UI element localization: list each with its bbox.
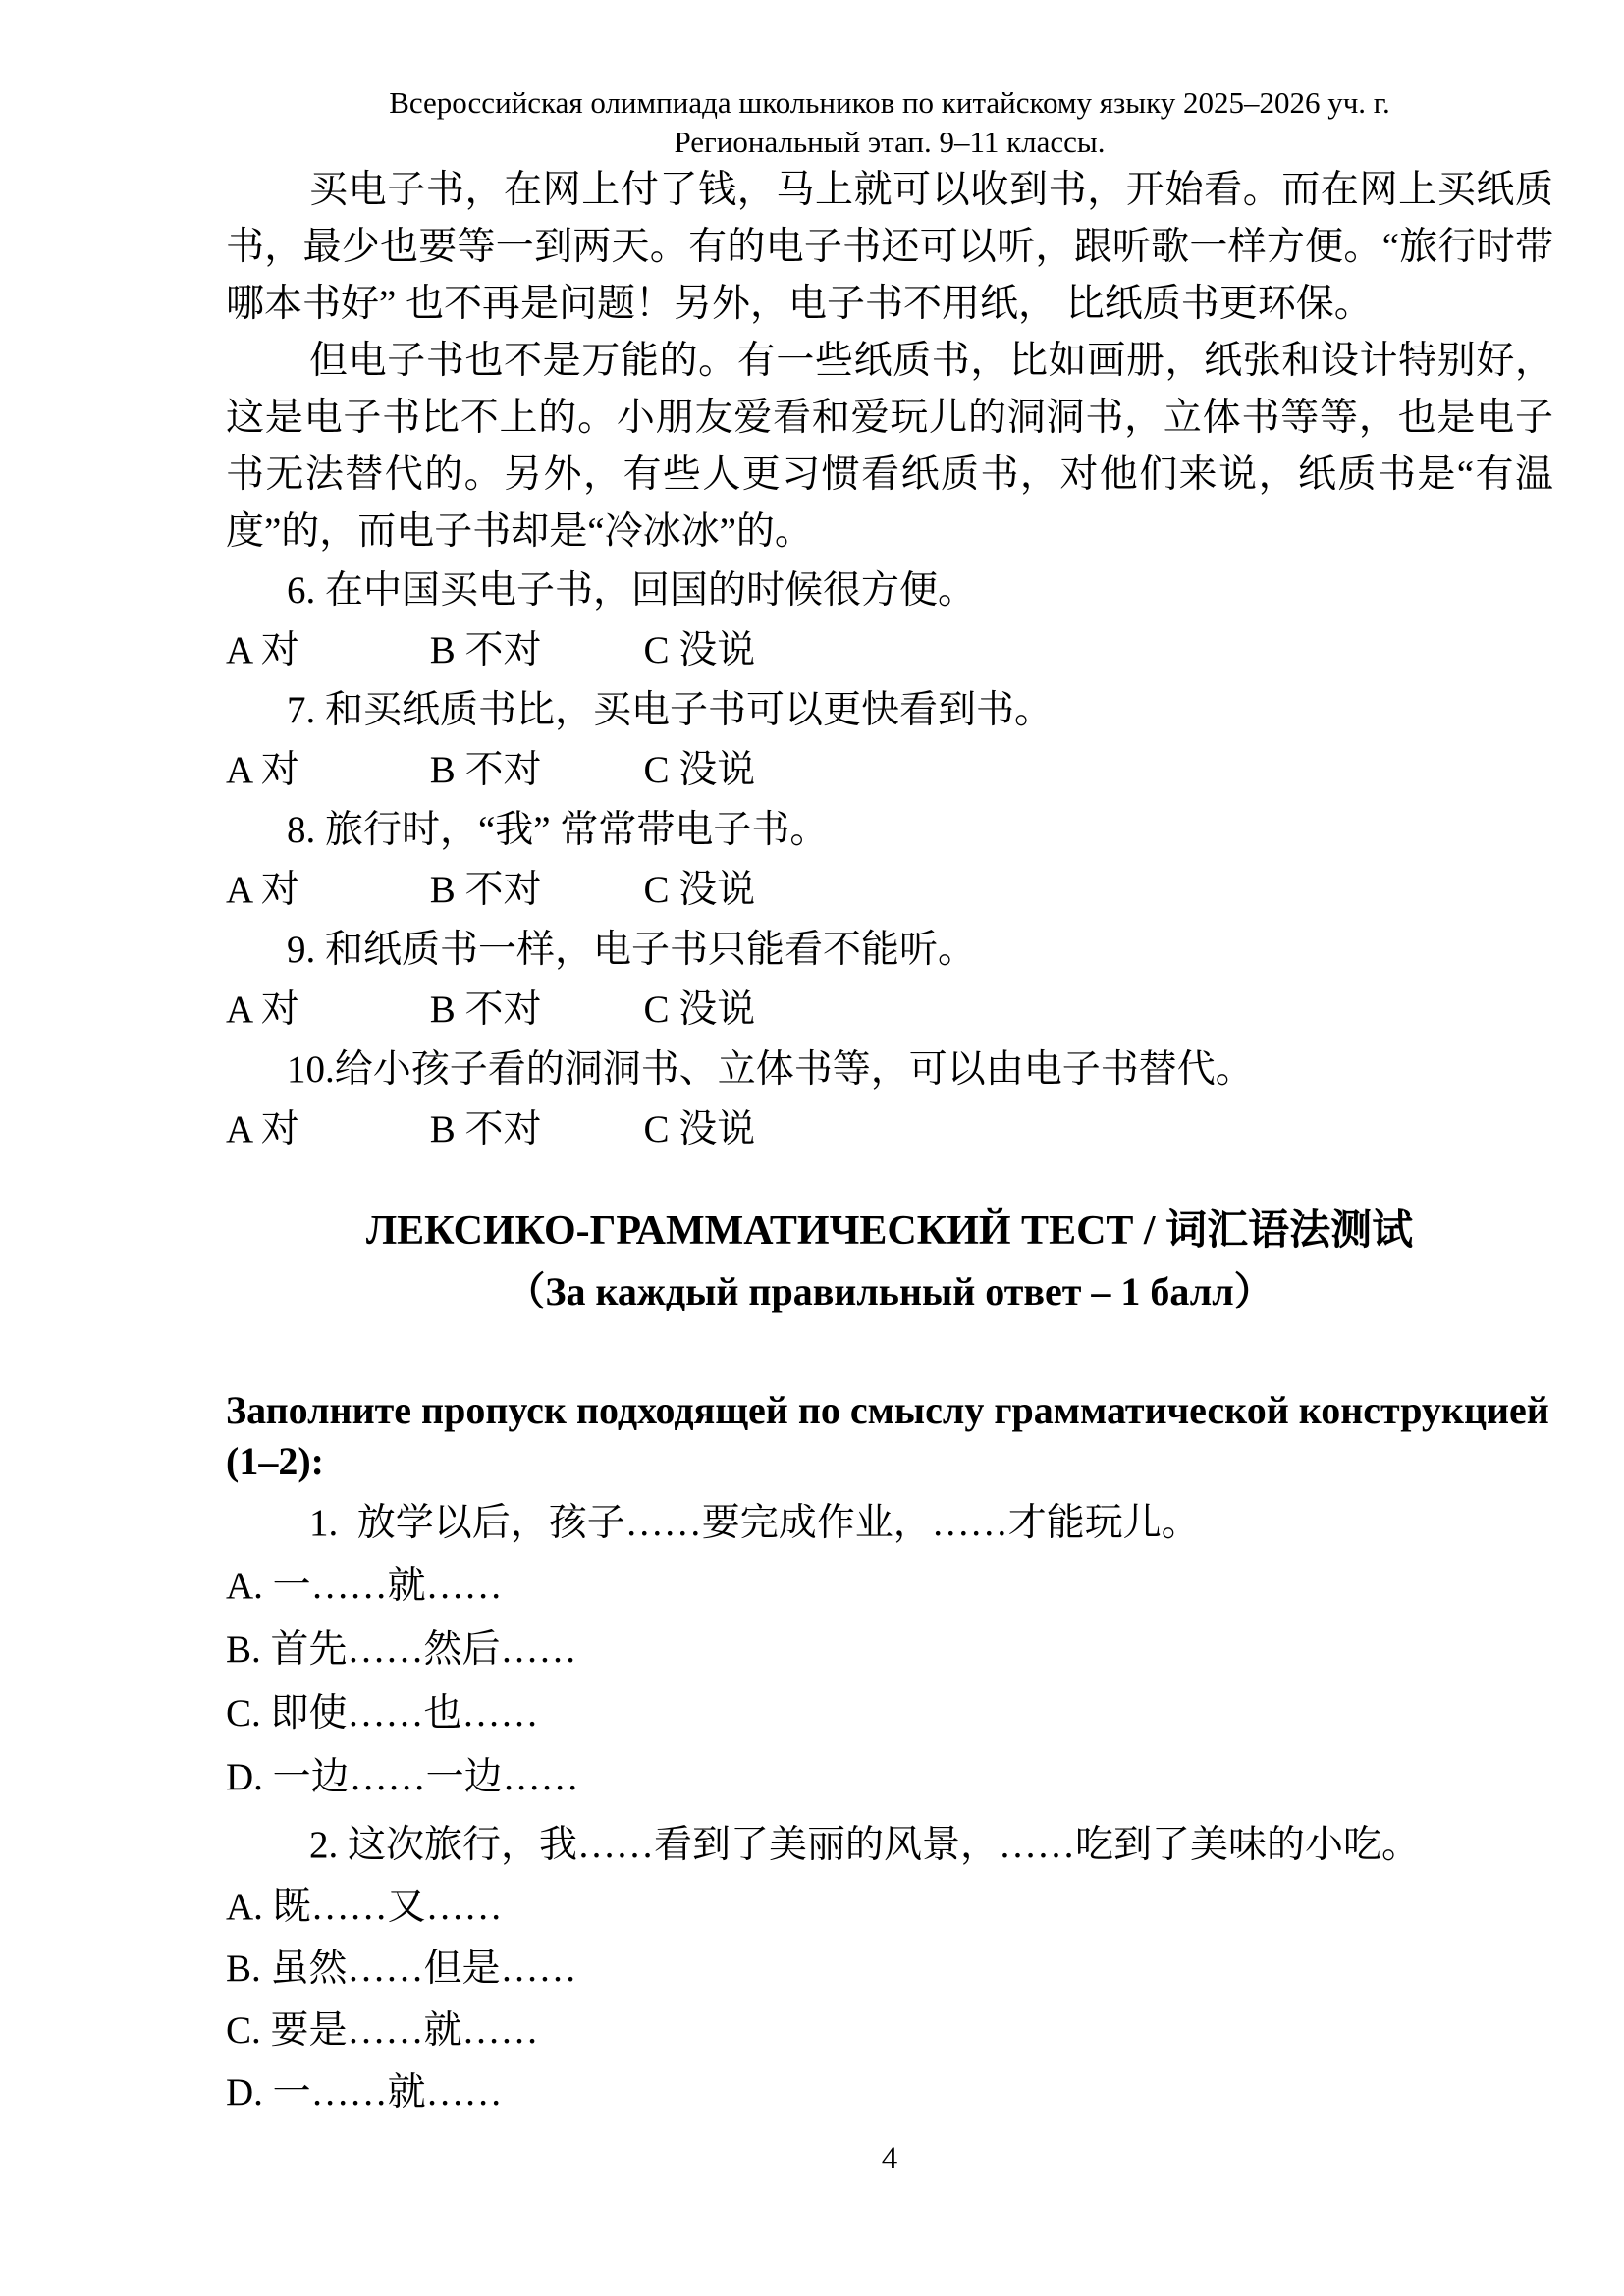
- reading-questions-block: [226, 561, 1553, 1159]
- answer-option-c: C 没说: [643, 869, 756, 911]
- grammar-q1-option-d: D. 一边……一边……: [226, 1756, 579, 1798]
- grammar-question-2-prompt: 2. 这次旅行，我……看到了美丽的风景，……吃到了美味的小吃。: [309, 1824, 1421, 1866]
- section-subtitle: （За каждый правильный ответ – 1 балл）: [506, 1269, 1273, 1313]
- reading-question-9: 9. 和纸质书一样，电子书只能看不能听。: [287, 929, 977, 971]
- header-line-1: Всероссийская олимпиада школьников по китайскому языку 2025–2026 уч. г.: [389, 85, 1390, 120]
- grammar-question-2-options: [226, 1876, 1553, 2123]
- reading-question-7: 7. 和买纸质书比，买电子书可以更快看到书。: [287, 689, 1054, 731]
- grammar-q2-option-a: A. 既……又……: [226, 1886, 503, 1928]
- section-title: ЛЕКСИКО-ГРАММАТИЧЕСКИЙ ТЕСТ / 词汇语法测试: [365, 1208, 1414, 1254]
- grammar-question-2-block: [226, 1815, 1553, 2123]
- grammar-q2-option-c: C. 要是……就……: [226, 2009, 539, 2052]
- task-instruction-range: (1–2):: [226, 1439, 324, 1483]
- answer-option-b: B 不对: [429, 629, 542, 671]
- answer-options-row-6: [226, 620, 1553, 680]
- answer-option-c: C 没说: [643, 629, 756, 671]
- task-instruction: Заполните пропуск подходящей по смыслу грамматической конструкцией: [226, 1388, 1549, 1432]
- answer-option-a: A 对: [226, 988, 299, 1031]
- answer-option-b: B 不对: [429, 749, 542, 791]
- answer-options-row-8: [226, 860, 1553, 920]
- answer-option-a: A 对: [226, 749, 299, 791]
- answer-option-b: B 不对: [429, 869, 542, 911]
- document-header: [226, 83, 1553, 162]
- page-number: 4: [881, 2141, 898, 2176]
- answer-option-c: C 没说: [643, 749, 756, 791]
- grammar-q2-option-d: D. 一……就……: [226, 2071, 503, 2113]
- answer-option-a: A 对: [226, 629, 299, 671]
- reading-passage: [226, 162, 1553, 561]
- passage-paragraph-2: 但电子书也不是万能的。有一些纸质书，比如画册，纸张和设计特别好，这是电子书比不上的。小朋友爱看和爱玩儿的洞洞书，立体书等等，也是电子书无法替代的。另外，有些人更习惯看纸质书，对他们来说，纸质书是“有温度”的，而电子书却是“冷冰冰”的。: [226, 340, 1553, 553]
- reading-question-6: 6. 在中国买电子书，回国的时候很方便。: [287, 569, 977, 612]
- answer-options-row-10: [226, 1099, 1553, 1159]
- passage-paragraph-1: 买电子书，在网上付了钱，马上就可以收到书，开始看。而在网上买纸质书，最少也要等一到两天。有的电子书还可以听，跟听歌一样方便。“旅行时带哪本书好” 也不再是问题！另外，电子书不用纸， 比纸质书更环保。: [226, 169, 1553, 325]
- answer-option-a: A 对: [226, 869, 299, 911]
- grammar-q1-option-a: A. 一……就……: [226, 1565, 503, 1607]
- reading-question-10: 10.给小孩子看的洞洞书、立体书等，可以由电子书替代。: [287, 1048, 1254, 1091]
- grammar-question-1-prompt: 1. 放学以后，孩子……要完成作业，……才能玩儿。: [309, 1502, 1200, 1544]
- answer-option-b: B 不对: [429, 1108, 542, 1150]
- answer-option-c: C 没说: [643, 1108, 756, 1150]
- answer-option-a: A 对: [226, 1108, 299, 1150]
- answer-options-row-7: [226, 740, 1553, 800]
- grammar-question-1-block: [226, 1493, 1553, 1809]
- answer-option-c: C 没说: [643, 988, 756, 1031]
- grammar-question-1-options: [226, 1554, 1553, 1809]
- reading-question-8: 8. 旅行时，“我” 常常带电子书。: [287, 809, 829, 851]
- answer-option-b: B 不对: [429, 988, 542, 1031]
- grammar-q1-option-c: C. 即使……也……: [226, 1692, 539, 1735]
- answer-options-row-9: [226, 980, 1553, 1040]
- grammar-q2-option-b: B. 虽然……但是……: [226, 1948, 577, 1990]
- grammar-q1-option-b: B. 首先……然后……: [226, 1629, 577, 1671]
- header-line-2: Региональный этап. 9–11 классы.: [674, 125, 1106, 159]
